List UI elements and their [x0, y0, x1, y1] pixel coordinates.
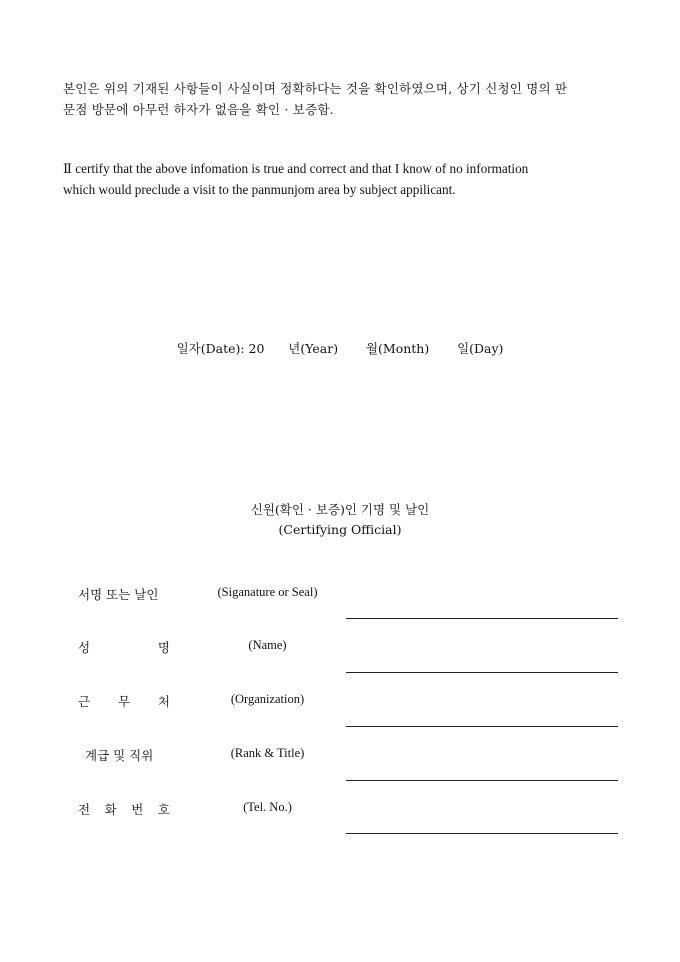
name-line[interactable] — [346, 672, 618, 673]
rank-title-row — [0, 746, 680, 770]
signature-line[interactable] — [346, 618, 618, 619]
certifier-subtitle: (Certifying Official) — [278, 522, 402, 537]
organization-row — [0, 692, 680, 716]
telephone-label-english: (Tel. No.) — [243, 800, 292, 814]
name-label-korean: 성 명 — [78, 640, 170, 655]
korean-statement-line-1: 본인은 위의 기재된 사항들이 사실이며 정확하다는 것을 확인하였으며, 상기 신청인 명의 판 — [63, 81, 568, 96]
date-month-label: 월(Month) — [365, 341, 430, 356]
rank-title-label-english: (Rank & Title) — [230, 746, 305, 760]
certifier-title: 신원(확인 · 보증)인 기명 및 날인 — [250, 502, 430, 517]
date-label: 일자(Date): 20 — [176, 341, 265, 356]
english-certification-text — [63, 158, 617, 200]
signature-label-korean: 서명 또는 날인 — [78, 587, 159, 602]
english-statement-line-2: which would preclude a visit to the panmunjom area by subject appilicant. — [63, 182, 456, 197]
organization-label-korean: 근 무 처 — [78, 694, 170, 709]
organization-line[interactable] — [346, 726, 618, 727]
date-day-label: 일(Day) — [457, 341, 504, 356]
signature-row — [0, 585, 680, 609]
english-statement-line-1: Ⅱ certify that the above infomation is true and correct and that I know of no information — [63, 161, 529, 176]
organization-label-english: (Organization) — [230, 692, 305, 706]
date-line — [0, 339, 680, 357]
rank-title-label-korean: 계급 및 직위 — [85, 748, 154, 763]
korean-certification-text — [63, 78, 617, 120]
name-row — [0, 638, 680, 662]
korean-statement-line-2: 문점 방문에 아무런 하자가 없음을 확인 · 보증함. — [63, 102, 334, 117]
telephone-label-korean: 전 화 번 호 — [78, 802, 170, 817]
rank-title-line[interactable] — [346, 780, 618, 781]
name-label-english: (Name) — [248, 638, 287, 652]
telephone-row — [0, 800, 680, 824]
signature-label-english: (Siganature or Seal) — [217, 585, 318, 599]
telephone-line[interactable] — [346, 833, 618, 834]
date-year-label: 년(Year) — [288, 341, 339, 356]
